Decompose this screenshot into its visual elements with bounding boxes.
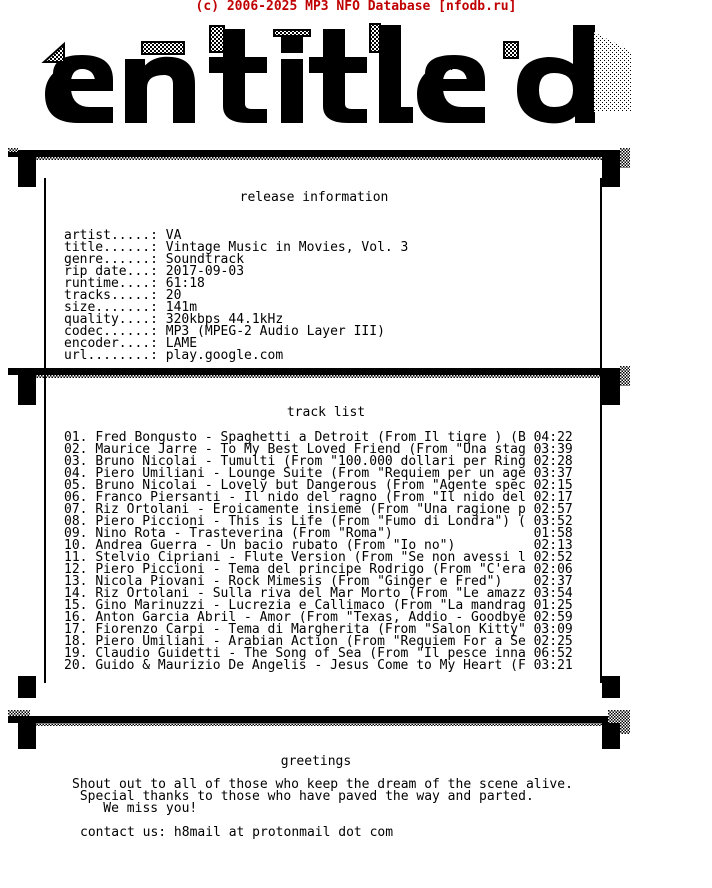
track-time: 03:09	[533, 622, 573, 637]
greetings-text	[72, 779, 573, 815]
track-title: Fred Bongusto - Spaghetti a Detroit (From Il tigre ) (B	[95, 430, 526, 445]
divider-bar-middle	[8, 366, 630, 406]
site-header: (c) 2006-2025 MP3 NFO Database [nfodb.ru]	[195, 0, 517, 14]
track-no: 05.	[64, 478, 88, 493]
info-value: 2017-09-03	[165, 264, 245, 279]
track-no: 04.	[64, 466, 88, 481]
track-no: 06.	[64, 490, 88, 505]
info-value: 61:18	[165, 276, 205, 291]
info-value: Vintage Music in Movies, Vol. 3	[165, 240, 409, 255]
divider-bar-top	[8, 148, 630, 188]
info-row	[64, 350, 408, 362]
info-value: LAME	[165, 336, 198, 351]
info-key: runtime....:	[64, 276, 158, 291]
track-time: 02:13	[533, 538, 573, 553]
track-title: Piero Piccioni - Tema del principe Rodrigo (From "C'era	[95, 562, 526, 577]
track-title: Nino Rota - Trasteverina (From "Roma")	[95, 526, 526, 541]
track-title: Guido & Maurizio De Angelis - Jesus Come to My Heart (F	[95, 658, 526, 673]
track-no: 17.	[64, 622, 88, 637]
track-no: 11.	[64, 550, 88, 565]
track-time: 02:15	[533, 478, 573, 493]
track-row	[64, 660, 573, 672]
info-value: Soundtrack	[165, 252, 245, 267]
track-time: 02:59	[533, 610, 573, 625]
track-title: Andrea Guerra - Un bacio rubato (From "Io no")	[95, 538, 526, 553]
track-time: 06:52	[533, 646, 573, 661]
track-title: Fiorenzo Carpi - Tema di Margherita (From "Salon Kitty"	[95, 622, 526, 637]
info-value: 141m	[165, 300, 198, 315]
info-key: codec......:	[64, 324, 158, 339]
info-value: 20	[165, 288, 182, 303]
divider-bar-lower	[8, 676, 630, 700]
info-key: encoder....:	[64, 336, 158, 351]
track-title: Stelvio Cipriani - Flute Version (From "Se non avessi l	[95, 550, 526, 565]
track-no: 03.	[64, 454, 88, 469]
track-title: Maurice Jarre - To My Best Loved Friend (From "Una stag	[95, 442, 526, 457]
track-title: Riz Ortolani - Sulla riva del Mar Morto (From "Le amazz	[95, 586, 526, 601]
track-title: Piero Piccioni - This is Life (From "Fumo di Londra") (	[95, 514, 526, 529]
section-title-tracks: track list	[286, 405, 366, 420]
section-title-release: release information	[239, 190, 389, 205]
track-time: 02:17	[533, 490, 573, 505]
track-no: 07.	[64, 502, 88, 517]
info-value: play.google.com	[165, 348, 284, 363]
info-key: size.......:	[64, 300, 158, 315]
section-title-greetings: greetings	[280, 754, 352, 769]
track-title: Gino Marinuzzi - Lucrezia e Callimaco (From "La mandrag	[95, 598, 526, 613]
track-no: 13.	[64, 574, 88, 589]
track-title: Nicola Piovani - Rock Mimesis (From "Ginger e Fred")	[95, 574, 526, 589]
info-key: rip date...:	[64, 264, 158, 279]
track-time: 03:54	[533, 586, 573, 601]
info-key: artist.....:	[64, 228, 158, 243]
track-title: Claudio Guidetti - The Song of Sea (From "Il pesce inna	[95, 646, 526, 661]
entitled-logo	[34, 22, 648, 140]
info-value: 320kbps 44.1kHz	[165, 312, 284, 327]
divider-bar-bottom	[8, 710, 630, 750]
track-no: 20.	[64, 658, 88, 673]
track-title: Franco Piersanti - Il nido del ragno (From "Il nido del	[95, 490, 526, 505]
track-time: 02:25	[533, 634, 573, 649]
greeting-line: Shout out to all of those who keep the dream of the scene alive.	[72, 777, 573, 792]
track-time: 02:06	[533, 562, 573, 577]
track-title: Piero Umiliani - Lounge Suite (From "Requiem per un age	[95, 466, 526, 481]
greeting-line: We miss you!	[72, 801, 198, 816]
track-no: 12.	[64, 562, 88, 577]
track-no: 14.	[64, 586, 88, 601]
release-info	[64, 230, 408, 362]
greeting-line: Special thanks to those who have paved the way and parted.	[72, 789, 534, 804]
track-time: 02:57	[533, 502, 573, 517]
track-time: 03:52	[533, 514, 573, 529]
info-key: url........:	[64, 348, 158, 363]
track-time: 02:37	[533, 574, 573, 589]
track-title: Bruno Nicolai - Lovely but Dangerous (From "Agente spec	[95, 478, 526, 493]
track-no: 16.	[64, 610, 88, 625]
logo-tag: hX!	[432, 59, 456, 74]
track-time: 04:22	[533, 430, 573, 445]
track-time: 03:39	[533, 442, 573, 457]
track-title: Riz Ortolani - Eroicamente insieme (From "Una ragione p	[95, 502, 526, 517]
track-no: 19.	[64, 646, 88, 661]
track-no: 09.	[64, 526, 88, 541]
track-time: 01:25	[533, 598, 573, 613]
track-title: Piero Umiliani - Arabian Action (From "Requiem For a Se	[95, 634, 526, 649]
info-key: quality....:	[64, 312, 158, 327]
side-line-left	[44, 178, 46, 683]
info-key: title......:	[64, 240, 158, 255]
track-list	[64, 432, 573, 672]
track-title: Anton Garcia Abril - Amor (From "Texas, Addio - Goodbye	[95, 610, 526, 625]
track-time: 02:52	[533, 550, 573, 565]
info-value: VA	[165, 228, 182, 243]
track-no: 02.	[64, 442, 88, 457]
track-no: 10.	[64, 538, 88, 553]
track-no: 15.	[64, 598, 88, 613]
track-time: 03:37	[533, 466, 573, 481]
track-no: 01.	[64, 430, 88, 445]
info-value: MP3 (MPEG-2 Audio Layer III)	[165, 324, 385, 339]
info-key: genre......:	[64, 252, 158, 267]
side-line-right	[600, 178, 602, 683]
track-title: Bruno Nicolai - Tumulti (From "100.000 dollari per Ring	[95, 454, 526, 469]
track-time: 03:21	[533, 658, 573, 673]
info-key: tracks.....:	[64, 288, 158, 303]
track-no: 08.	[64, 514, 88, 529]
track-time: 01:58	[533, 526, 573, 541]
track-no: 18.	[64, 634, 88, 649]
track-time: 02:28	[533, 454, 573, 469]
contact-line: contact us: h8mail at protonmail dot com	[80, 825, 394, 840]
